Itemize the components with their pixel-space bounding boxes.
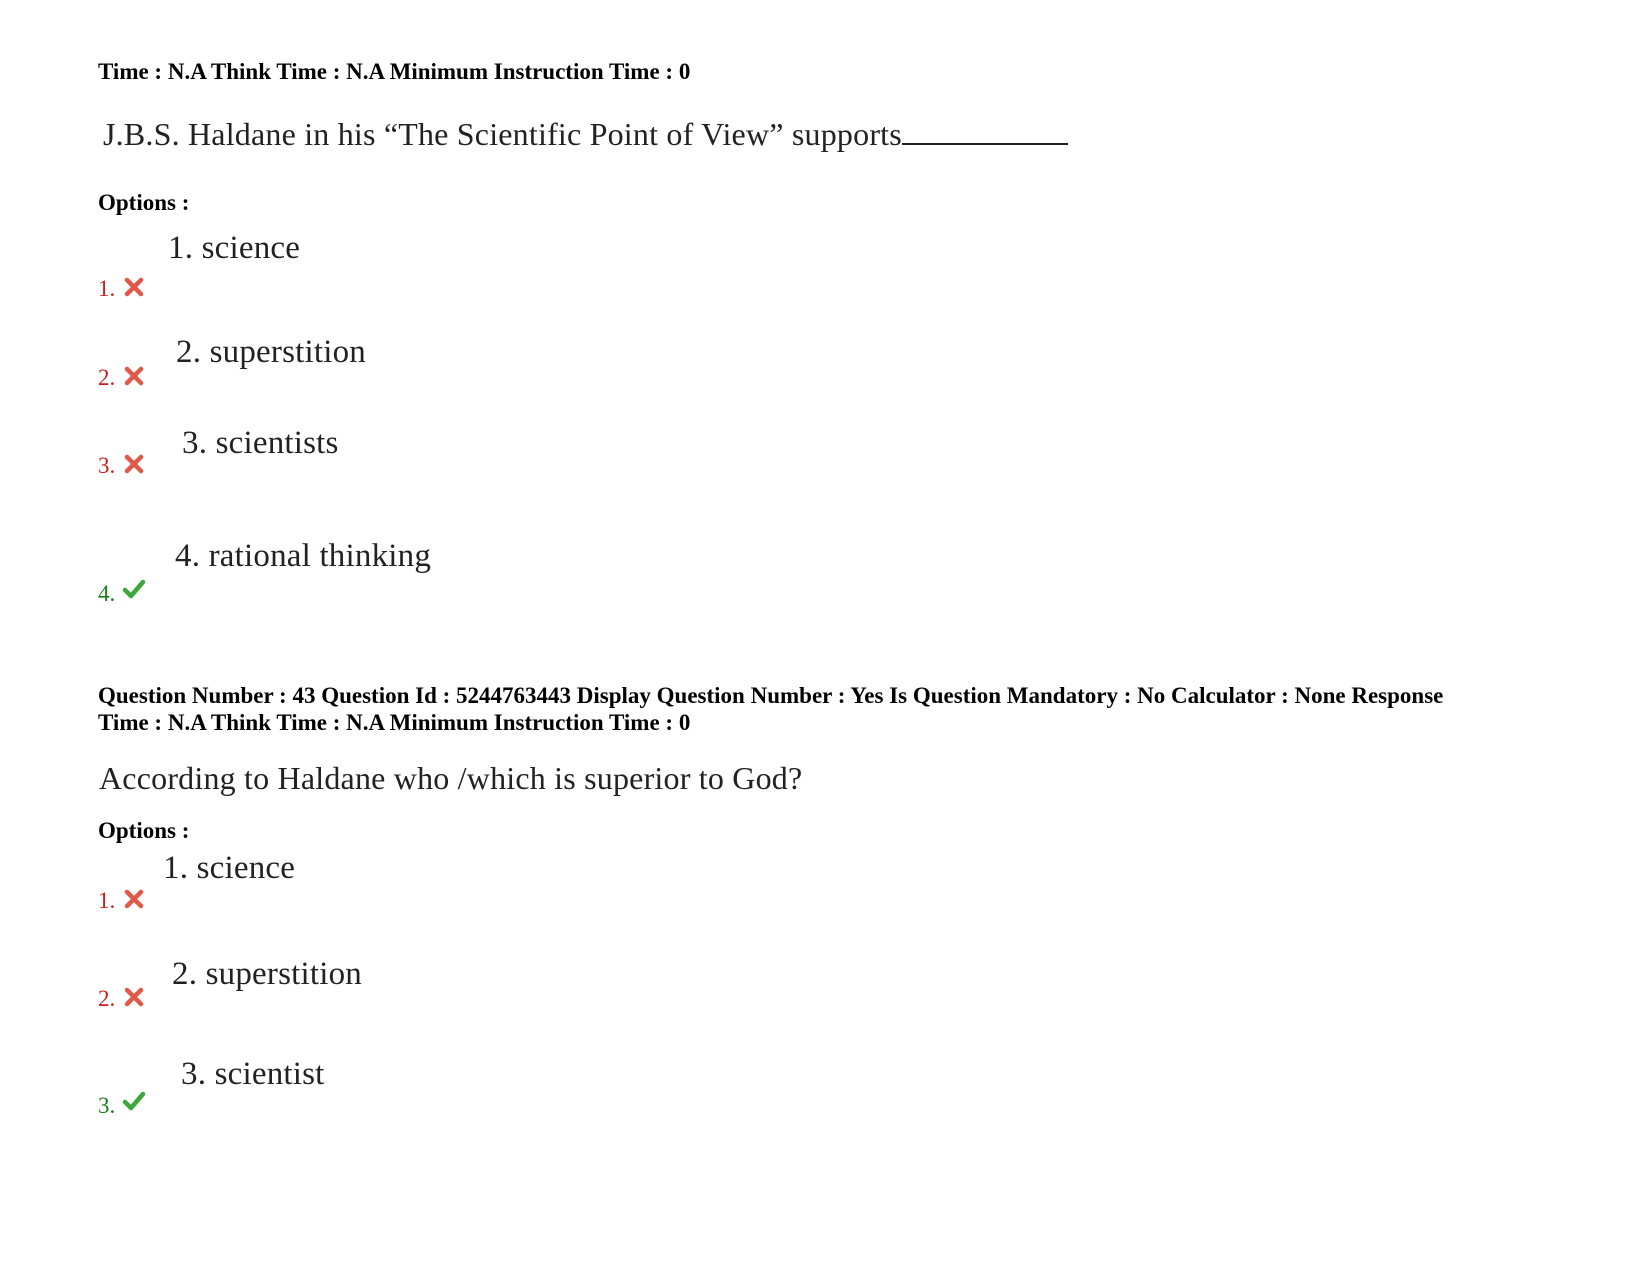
q43-meta-line-2: Time : N.A Think Time : N.A Minimum Instruction Time : 0: [98, 710, 691, 735]
q42-answer-blank: [902, 117, 1068, 145]
check-icon: [122, 1090, 146, 1112]
q42-options-label: Options :: [98, 190, 190, 215]
cross-icon: [122, 453, 146, 475]
q43-options-label: Options :: [98, 818, 190, 843]
cross-icon: [122, 888, 146, 910]
q42-meta-line: Time : N.A Think Time : N.A Minimum Instruction Time : 0: [98, 59, 691, 84]
q43-meta-line-1: Question Number : 43 Question Id : 5244763443 Display Question Number : Yes Is Question Mandatory : No Calculator : None Response: [98, 683, 1444, 708]
q42-option-2-text: 2. superstition: [176, 334, 366, 370]
q42-option-2-number: 2.: [98, 365, 116, 390]
q43-option-3-number: 3.: [98, 1093, 116, 1118]
q43-option-2-text: 2. superstition: [172, 956, 362, 992]
cross-icon: [122, 986, 146, 1008]
q42-question-text: [103, 116, 1068, 153]
q42-option-3-number: 3.: [98, 453, 116, 478]
q43-option-3-text: 3. scientist: [181, 1056, 325, 1092]
cross-icon: [122, 276, 146, 298]
check-icon: [122, 578, 146, 600]
q42-option-1-text: 1. science: [168, 230, 301, 266]
q42-question-prefix: J.B.S. Haldane in his “The Scientific Point of View” supports: [103, 116, 902, 152]
cross-icon: [122, 365, 146, 387]
q43-option-2-number: 2.: [98, 986, 116, 1011]
q42-option-4-text: 4. rational thinking: [175, 538, 432, 574]
q43-option-1-text: 1. science: [163, 850, 296, 886]
q42-option-1-number: 1.: [98, 276, 116, 301]
q43-option-1-number: 1.: [98, 888, 116, 913]
q43-question-text: According to Haldane who /which is superior to God?: [99, 760, 803, 796]
q42-option-3-text: 3. scientists: [182, 425, 339, 461]
q42-option-4-number: 4.: [98, 581, 116, 606]
